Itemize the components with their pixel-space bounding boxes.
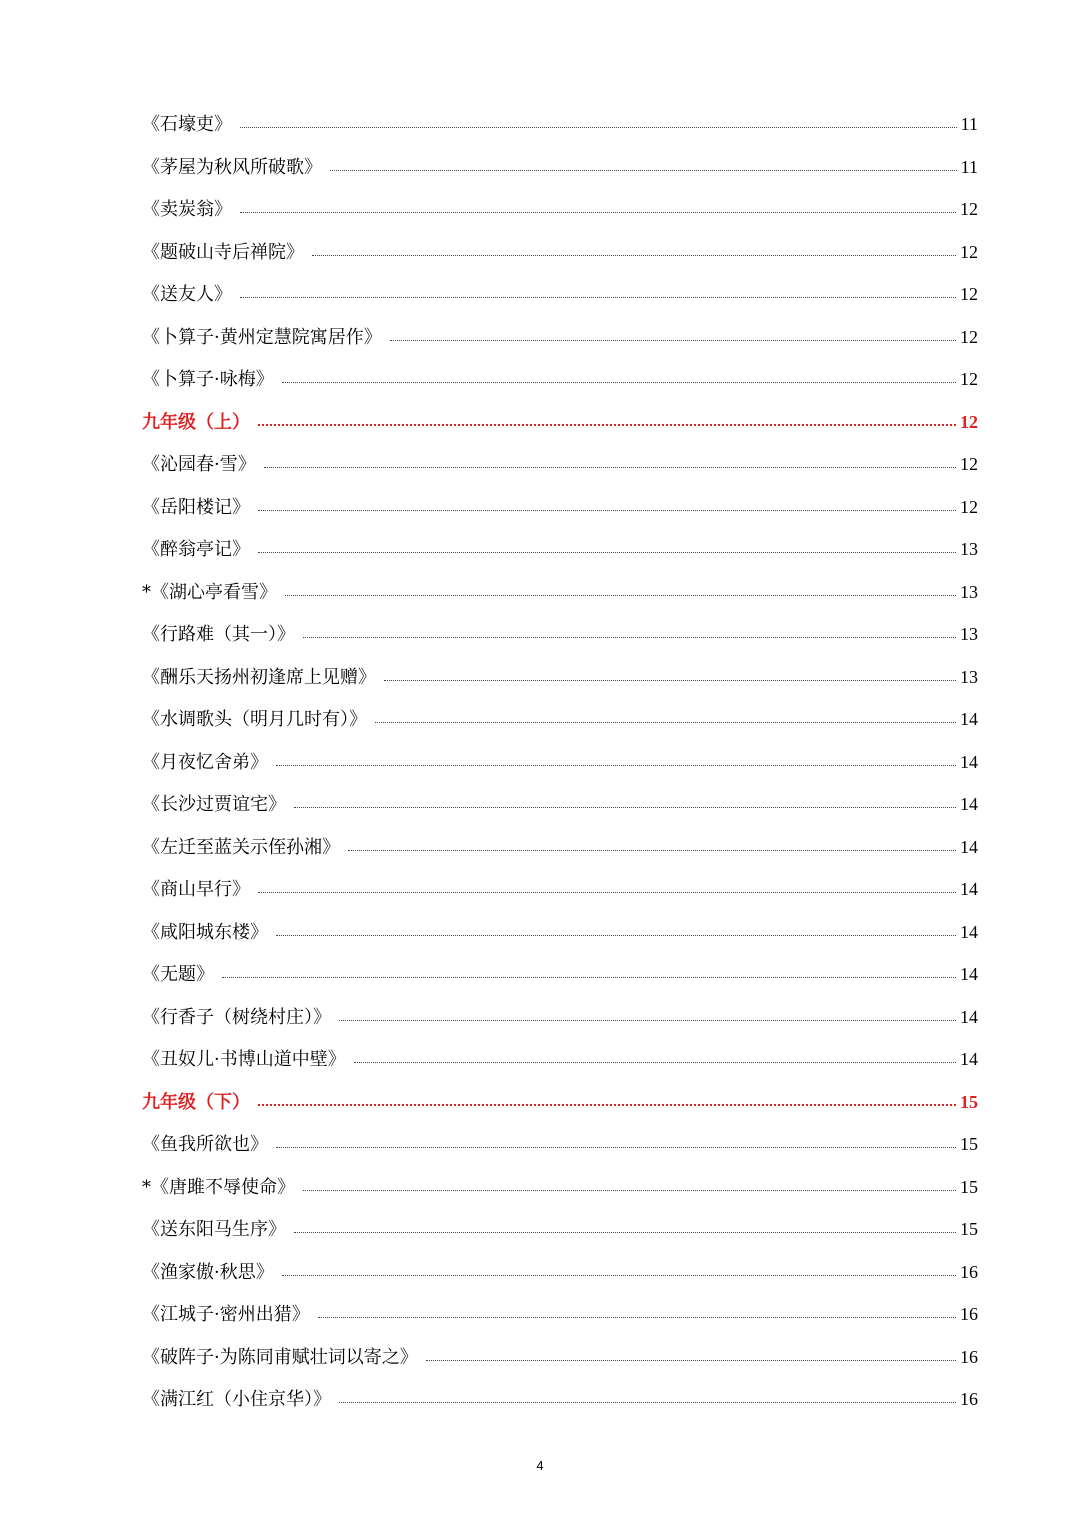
dot-leader — [264, 466, 956, 468]
toc-entry[interactable] — [142, 571, 978, 614]
toc-entry[interactable] — [142, 996, 978, 1039]
toc-entry-page: 13 — [960, 624, 978, 644]
toc-entry[interactable] — [142, 1293, 978, 1336]
dot-leader — [339, 1019, 956, 1021]
toc-entry-page: 11 — [960, 114, 978, 134]
toc-entry-title: 《满江红（小住京华）》 — [142, 1389, 331, 1410]
toc-entry-title: 《题破山寺后禅院》 — [142, 241, 304, 263]
toc-entry-page: 14 — [960, 879, 978, 899]
dot-leader — [222, 976, 956, 978]
toc-entry-page: 12 — [960, 199, 978, 219]
toc-entry-title: *《唐雎不辱使命》 — [142, 1176, 295, 1198]
toc-entry[interactable] — [142, 146, 978, 189]
toc-entry-title: 《酬乐天扬州初逢席上见赠》 — [142, 666, 376, 688]
dot-leader — [276, 1146, 956, 1148]
toc-entry-page: 16 — [960, 1389, 978, 1409]
dot-leader — [258, 551, 956, 553]
toc-entry[interactable] — [142, 1378, 978, 1421]
toc-section-title: 九年级（下） — [142, 1091, 250, 1113]
dot-leader — [339, 1401, 956, 1403]
toc-entry[interactable] — [142, 783, 978, 826]
toc-entry-title: 《鱼我所欲也》 — [142, 1134, 268, 1155]
toc-entry-page: 14 — [960, 709, 978, 729]
toc-entry[interactable] — [142, 358, 978, 401]
dot-leader — [240, 126, 957, 128]
toc-entry-title: 《岳阳楼记》 — [142, 496, 250, 518]
dot-leader — [258, 509, 956, 511]
toc-entry[interactable] — [142, 103, 978, 146]
toc-entry-title: 《送东阳马生序》 — [142, 1219, 286, 1240]
dot-leader — [312, 254, 956, 256]
dot-leader — [375, 721, 956, 723]
toc-entry-title: 《茅屋为秋风所破歌》 — [142, 156, 322, 178]
toc-entry-page: 15 — [960, 1134, 978, 1154]
toc-entry[interactable] — [142, 911, 978, 954]
dot-leader — [282, 381, 956, 383]
toc-entry-title: 《商山早行》 — [142, 879, 250, 900]
toc-entry[interactable] — [142, 528, 978, 571]
toc-entry-page: 16 — [960, 1304, 978, 1324]
toc-entry-title: 《破阵子·为陈同甫赋壮词以寄之》 — [142, 1346, 418, 1368]
toc-entry[interactable] — [142, 741, 978, 784]
toc-entry-page: 15 — [960, 1219, 978, 1239]
toc-entry[interactable] — [142, 1336, 978, 1379]
toc-entry-page: 14 — [960, 836, 978, 857]
toc-section-title: 九年级（上） — [142, 411, 250, 433]
toc-entry[interactable] — [142, 1208, 978, 1251]
toc-entry-title: *《湖心亭看雪》 — [142, 581, 277, 603]
toc-entry-page: 14 — [960, 1049, 978, 1069]
toc-entry-title: 《丑奴儿·书博山道中壁》 — [142, 1049, 346, 1070]
toc-entry-page: 11 — [960, 156, 978, 177]
page-number: 4 — [536, 1458, 544, 1473]
dot-leader — [294, 806, 956, 808]
dot-leader — [240, 211, 956, 213]
toc-entry[interactable] — [142, 316, 978, 359]
toc-entry[interactable] — [142, 1166, 978, 1209]
toc-entry-page: 12 — [960, 369, 978, 389]
toc-entry-page: 12 — [960, 284, 978, 304]
dot-leader — [285, 594, 956, 596]
toc-entry[interactable] — [142, 443, 978, 486]
dot-leader — [258, 423, 956, 426]
dot-leader — [276, 934, 956, 936]
toc-entry-title: 《石壕吏》 — [142, 114, 232, 135]
toc-entry-page: 15 — [960, 1176, 978, 1197]
toc-entry[interactable] — [142, 1251, 978, 1294]
toc-entry-title: 《月夜忆舍弟》 — [142, 751, 268, 773]
table-of-contents — [142, 103, 978, 1421]
dot-leader — [240, 296, 956, 298]
toc-entry-page: 14 — [960, 921, 978, 942]
dot-leader — [330, 169, 957, 171]
toc-entry[interactable] — [142, 953, 978, 996]
toc-entry[interactable] — [142, 273, 978, 316]
toc-entry[interactable] — [142, 188, 978, 231]
toc-entry-page: 13 — [960, 581, 978, 602]
toc-entry-title: 《长沙过贾谊宅》 — [142, 794, 286, 815]
toc-entry-page: 14 — [960, 1006, 978, 1027]
toc-entry-title: 《沁园春·雪》 — [142, 454, 256, 475]
toc-entry[interactable] — [142, 231, 978, 274]
toc-entry-title: 《卜算子·黄州定慧院寓居作》 — [142, 326, 382, 348]
dot-leader — [390, 339, 956, 341]
toc-entry-page: 16 — [960, 1346, 978, 1367]
dot-leader — [303, 636, 956, 638]
dot-leader — [354, 1061, 956, 1063]
dot-leader — [258, 891, 956, 893]
toc-entry-title: 《江城子·密州出猎》 — [142, 1304, 310, 1325]
toc-section-heading[interactable] — [142, 1081, 978, 1124]
toc-entry[interactable] — [142, 1038, 978, 1081]
toc-entry-title: 《醉翁亭记》 — [142, 539, 250, 560]
toc-entry-title: 《水调歌头（明月几时有）》 — [142, 709, 367, 730]
toc-entry-title: 《无题》 — [142, 964, 214, 985]
toc-section-page: 15 — [960, 1091, 978, 1112]
toc-entry-title: 《渔家傲·秋思》 — [142, 1261, 274, 1283]
toc-entry[interactable] — [142, 486, 978, 529]
toc-entry-page: 14 — [960, 794, 978, 814]
dot-leader — [318, 1316, 956, 1318]
toc-entry[interactable] — [142, 698, 978, 741]
dot-leader — [276, 764, 956, 766]
toc-entry-page: 13 — [960, 539, 978, 559]
toc-entry[interactable] — [142, 613, 978, 656]
dot-leader — [282, 1274, 956, 1276]
toc-entry[interactable] — [142, 1123, 978, 1166]
toc-entry-page: 14 — [960, 751, 978, 772]
dot-leader — [384, 679, 956, 681]
toc-entry-page: 16 — [960, 1261, 978, 1282]
toc-entry-page: 14 — [960, 964, 978, 984]
toc-entry[interactable] — [142, 868, 978, 911]
dot-leader — [258, 1103, 956, 1106]
toc-entry-title: 《行路难（其一）》 — [142, 624, 295, 645]
toc-section-page: 12 — [960, 411, 978, 432]
dot-leader — [426, 1359, 956, 1361]
toc-entry-page: 12 — [960, 454, 978, 474]
toc-entry-title: 《行香子（树绕村庄）》 — [142, 1006, 331, 1028]
toc-entry-title: 《卖炭翁》 — [142, 199, 232, 220]
dot-leader — [294, 1231, 956, 1233]
dot-leader — [348, 849, 956, 851]
toc-entry-page: 13 — [960, 666, 978, 687]
toc-entry[interactable] — [142, 826, 978, 869]
toc-entry-page: 12 — [960, 496, 978, 517]
toc-section-heading[interactable] — [142, 401, 978, 444]
toc-entry-page: 12 — [960, 326, 978, 347]
toc-entry-title: 《咸阳城东楼》 — [142, 921, 268, 943]
toc-entry-title: 《送友人》 — [142, 284, 232, 305]
toc-entry-title: 《卜算子·咏梅》 — [142, 369, 274, 390]
toc-entry-page: 12 — [960, 241, 978, 262]
toc-entry[interactable] — [142, 656, 978, 699]
toc-entry-title: 《左迁至蓝关示侄孙湘》 — [142, 836, 340, 858]
dot-leader — [303, 1189, 956, 1191]
